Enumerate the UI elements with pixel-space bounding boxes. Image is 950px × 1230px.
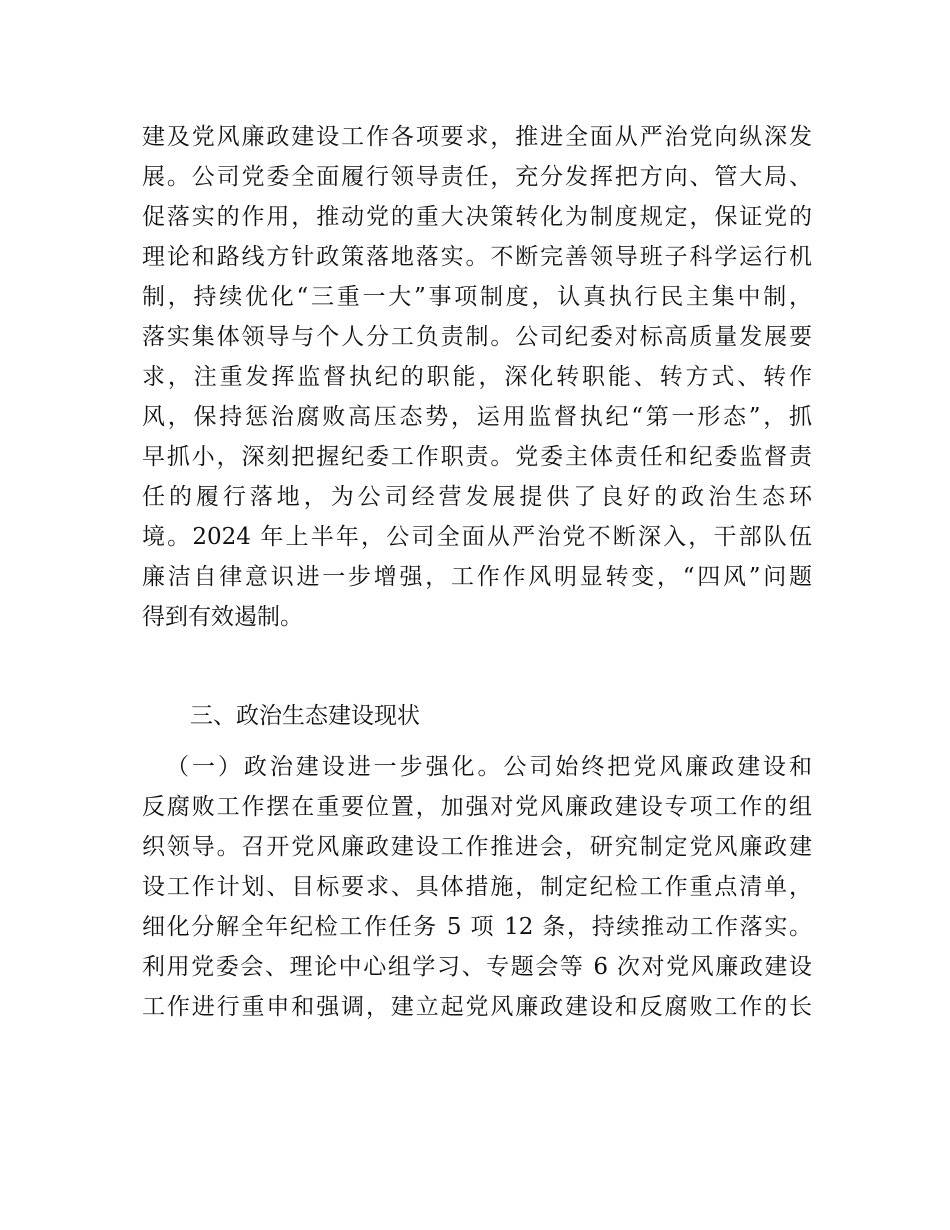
- paragraph-line: 制，持续优化“三重一大”事项制度，认真执行民主集中制，: [142, 284, 812, 310]
- paragraph-line: 求，注重发挥监督执纪的职能，深化转职能、转方式、转作: [142, 364, 812, 390]
- paragraph-line: 建及党风廉政建设工作各项要求，推进全面从严治党向纵深发: [142, 124, 812, 150]
- paragraph-line: 落实集体领导与个人分工负责制。公司纪委对标高质量发展要: [142, 324, 812, 350]
- section-heading: 三、政治生态建设现状: [190, 703, 420, 729]
- paragraph-line: 织领导。召开党风廉政建设工作推进会，研究制定党风廉政建: [142, 834, 812, 860]
- paragraph-line: 风，保持惩治腐败高压态势，运用监督执纪“第一形态”，抓: [142, 404, 812, 430]
- paragraph-line: 任的履行落地，为公司经营发展提供了良好的政治生态环: [142, 484, 812, 510]
- paragraph-1: [142, 117, 812, 637]
- paragraph-line: 促落实的作用，推动党的重大决策转化为制度规定，保证党的: [142, 204, 812, 230]
- paragraph-line: 工作进行重申和强调，建立起党风廉政建设和反腐败工作的长: [142, 994, 812, 1020]
- paragraph-line: 展。公司党委全面履行领导责任，充分发挥把方向、管大局、: [142, 164, 812, 190]
- paragraph-line: 设工作计划、目标要求、具体措施，制定纪检工作重点清单，: [142, 874, 812, 900]
- paragraph-line: 廉洁自律意识进一步增强，工作作风明显转变，“四风”问题: [142, 564, 812, 590]
- paragraph-line: 理论和路线方针政策落地落实。不断完善领导班子科学运行机: [142, 244, 812, 270]
- paragraph-line: 得到有效遏制。: [142, 604, 303, 630]
- paragraph-line: 细化分解全年纪检工作任务 5 项 12 条，持续推动工作落实。: [142, 914, 812, 940]
- paragraph-line: 境。2024 年上半年，公司全面从严治党不断深入，干部队伍: [142, 524, 812, 550]
- paragraph-line: 利用党委会、理论中心组学习、专题会等 6 次对党风廉政建设: [142, 954, 812, 980]
- paragraph-line: 反腐败工作摆在重要位置，加强对党风廉政建设专项工作的组: [142, 794, 812, 820]
- section-heading-block: [142, 696, 812, 736]
- paragraph-2: [142, 747, 812, 1027]
- paragraph-line: 早抓小，深刻把握纪委工作职责。党委主体责任和纪委监督责: [142, 444, 812, 470]
- paragraph-line: （一）政治建设进一步强化。公司始终把党风廉政建设和: [166, 754, 812, 780]
